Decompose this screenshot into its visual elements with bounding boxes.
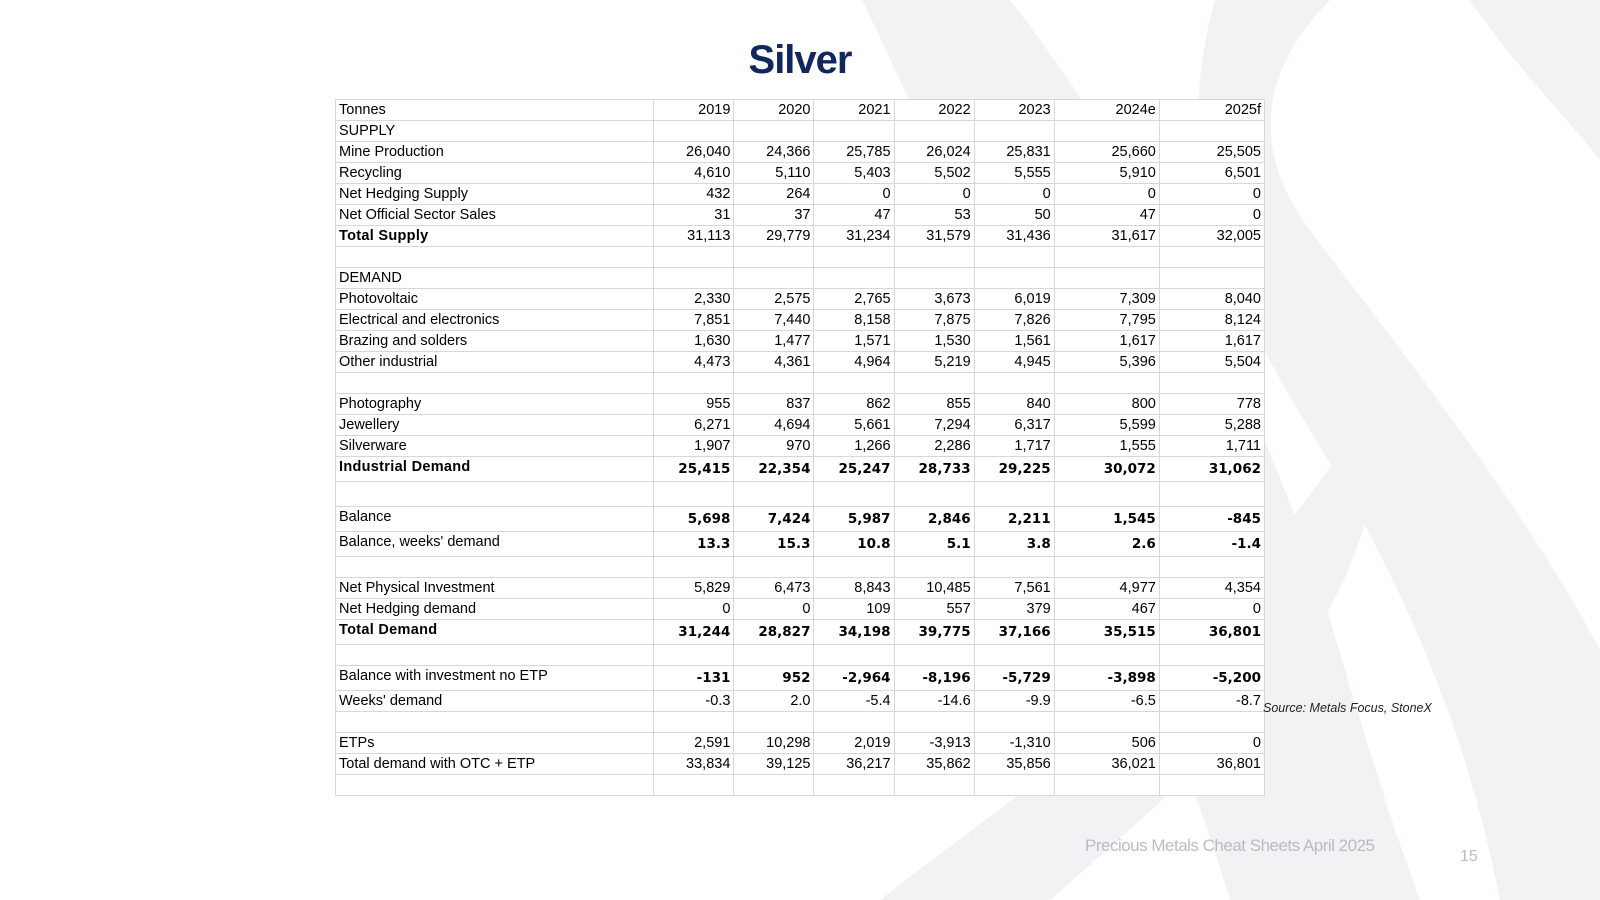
row-label	[336, 712, 654, 733]
value-cell	[734, 268, 814, 289]
value-cell: 1,711	[1159, 436, 1264, 457]
table-row	[336, 620, 1265, 645]
footer-text: Precious Metals Cheat Sheets April 2025	[1085, 836, 1375, 855]
row-label	[336, 247, 654, 268]
value-cell: 432	[654, 184, 734, 205]
value-cell: -5,729	[974, 666, 1054, 691]
value-cell: 29,225	[974, 457, 1054, 482]
value-cell: 31,234	[814, 226, 894, 247]
value-cell	[894, 645, 974, 666]
value-cell	[1159, 557, 1264, 578]
value-cell: 37,166	[974, 620, 1054, 645]
value-cell: 0	[1159, 205, 1264, 226]
row-label: Mine Production	[336, 142, 654, 163]
table-row	[336, 754, 1265, 775]
value-cell: 379	[974, 599, 1054, 620]
value-cell	[814, 557, 894, 578]
value-cell: 8,124	[1159, 310, 1264, 331]
table-row	[336, 691, 1265, 712]
table-row	[336, 352, 1265, 373]
value-cell: 25,660	[1054, 142, 1159, 163]
value-cell: 7,826	[974, 310, 1054, 331]
value-cell: 7,795	[1054, 310, 1159, 331]
value-cell	[734, 712, 814, 733]
value-cell: 28,827	[734, 620, 814, 645]
value-cell: 955	[654, 394, 734, 415]
value-cell: 53	[894, 205, 974, 226]
table-row	[336, 733, 1265, 754]
row-label: Photovoltaic	[336, 289, 654, 310]
table-row	[336, 436, 1265, 457]
value-cell: 952	[734, 666, 814, 691]
value-cell	[654, 775, 734, 796]
value-cell: 837	[734, 394, 814, 415]
table-row	[336, 289, 1265, 310]
row-label: Total demand with OTC + ETP	[336, 754, 654, 775]
year-header: 2025f	[1159, 100, 1264, 121]
value-cell	[734, 557, 814, 578]
value-cell	[1159, 645, 1264, 666]
value-cell: 5.1	[894, 532, 974, 557]
value-cell	[894, 712, 974, 733]
value-cell: 31,062	[1159, 457, 1264, 482]
value-cell: 4,354	[1159, 578, 1264, 599]
value-cell: 5,829	[654, 578, 734, 599]
value-cell: 3,673	[894, 289, 974, 310]
value-cell: 2,330	[654, 289, 734, 310]
value-cell: 5,110	[734, 163, 814, 184]
value-cell: 10,298	[734, 733, 814, 754]
value-cell: 0	[654, 599, 734, 620]
value-cell	[814, 268, 894, 289]
value-cell: 7,851	[654, 310, 734, 331]
page-title: Silver	[748, 38, 852, 82]
value-cell: 5,219	[894, 352, 974, 373]
value-cell: 24,366	[734, 142, 814, 163]
value-cell: -131	[654, 666, 734, 691]
value-cell: 0	[814, 184, 894, 205]
value-cell: 800	[1054, 394, 1159, 415]
year-header: 2022	[894, 100, 974, 121]
value-cell: 970	[734, 436, 814, 457]
row-label: Total Supply	[336, 226, 654, 247]
value-cell	[654, 373, 734, 394]
value-cell	[974, 645, 1054, 666]
value-cell: -3,913	[894, 733, 974, 754]
value-cell	[1159, 373, 1264, 394]
value-cell	[974, 268, 1054, 289]
value-cell	[1054, 121, 1159, 142]
value-cell: 32,005	[1159, 226, 1264, 247]
table-row	[336, 394, 1265, 415]
table-row	[336, 578, 1265, 599]
value-cell: 31,113	[654, 226, 734, 247]
value-cell	[734, 373, 814, 394]
value-cell	[974, 775, 1054, 796]
value-cell: 2.6	[1054, 532, 1159, 557]
value-cell: 840	[974, 394, 1054, 415]
year-header: 2020	[734, 100, 814, 121]
value-cell: 0	[1159, 733, 1264, 754]
value-cell: 5,502	[894, 163, 974, 184]
value-cell	[734, 645, 814, 666]
value-cell: 34,198	[814, 620, 894, 645]
table-row	[336, 482, 1265, 507]
value-cell	[974, 121, 1054, 142]
row-label	[336, 645, 654, 666]
row-label	[336, 482, 654, 507]
value-cell: 4,977	[1054, 578, 1159, 599]
row-label: Recycling	[336, 163, 654, 184]
value-cell	[734, 121, 814, 142]
value-cell	[1159, 247, 1264, 268]
value-cell	[894, 373, 974, 394]
value-cell: 1,266	[814, 436, 894, 457]
value-cell	[654, 645, 734, 666]
table-row	[336, 712, 1265, 733]
value-cell: 4,473	[654, 352, 734, 373]
year-header: 2019	[654, 100, 734, 121]
value-cell	[1054, 268, 1159, 289]
value-cell: 31,244	[654, 620, 734, 645]
value-cell: 35,856	[974, 754, 1054, 775]
value-cell: -1.4	[1159, 532, 1264, 557]
value-cell: 5,910	[1054, 163, 1159, 184]
value-cell: 28,733	[894, 457, 974, 482]
value-cell: 31	[654, 205, 734, 226]
value-cell: 109	[814, 599, 894, 620]
value-cell: 467	[1054, 599, 1159, 620]
value-cell	[974, 557, 1054, 578]
value-cell: 2,591	[654, 733, 734, 754]
value-cell	[894, 775, 974, 796]
table-row	[336, 163, 1265, 184]
table-row	[336, 331, 1265, 352]
value-cell: 1,571	[814, 331, 894, 352]
value-cell	[814, 482, 894, 507]
row-label: Electrical and electronics	[336, 310, 654, 331]
table-row	[336, 247, 1265, 268]
source-note: Source: Metals Focus, StoneX	[1263, 701, 1432, 715]
value-cell: 22,354	[734, 457, 814, 482]
year-header: 2023	[974, 100, 1054, 121]
value-cell	[1054, 557, 1159, 578]
value-cell: 36,801	[1159, 754, 1264, 775]
value-cell: 25,831	[974, 142, 1054, 163]
value-cell	[974, 712, 1054, 733]
row-label: Net Physical Investment	[336, 578, 654, 599]
value-cell	[654, 712, 734, 733]
table-row	[336, 121, 1265, 142]
value-cell: 30,072	[1054, 457, 1159, 482]
table-row	[336, 507, 1265, 532]
page-number: 15	[1460, 848, 1478, 865]
value-cell: 1,630	[654, 331, 734, 352]
row-label: Weeks' demand	[336, 691, 654, 712]
value-cell: 26,024	[894, 142, 974, 163]
value-cell	[654, 482, 734, 507]
value-cell: -5,200	[1159, 666, 1264, 691]
table-row	[336, 184, 1265, 205]
value-cell: 7,440	[734, 310, 814, 331]
value-cell: -14.6	[894, 691, 974, 712]
table-row	[336, 775, 1265, 796]
value-cell: 36,801	[1159, 620, 1264, 645]
value-cell: 33,834	[654, 754, 734, 775]
row-label: Other industrial	[336, 352, 654, 373]
value-cell: 5,661	[814, 415, 894, 436]
value-cell: 1,617	[1054, 331, 1159, 352]
value-cell	[1054, 645, 1159, 666]
header-label: Tonnes	[336, 100, 654, 121]
value-cell: 0	[974, 184, 1054, 205]
value-cell: 0	[894, 184, 974, 205]
value-cell	[894, 268, 974, 289]
value-cell	[814, 775, 894, 796]
value-cell: 7,561	[974, 578, 1054, 599]
value-cell: 7,294	[894, 415, 974, 436]
value-cell: 0	[1054, 184, 1159, 205]
value-cell: 37	[734, 205, 814, 226]
value-cell: 8,843	[814, 578, 894, 599]
value-cell: 6,501	[1159, 163, 1264, 184]
value-cell: 1,561	[974, 331, 1054, 352]
value-cell: 778	[1159, 394, 1264, 415]
value-cell	[974, 482, 1054, 507]
table-row	[336, 645, 1265, 666]
value-cell: 5,504	[1159, 352, 1264, 373]
value-cell: 2,765	[814, 289, 894, 310]
value-cell: 25,505	[1159, 142, 1264, 163]
value-cell: 6,317	[974, 415, 1054, 436]
value-cell: 1,545	[1054, 507, 1159, 532]
value-cell	[1159, 482, 1264, 507]
value-cell	[734, 247, 814, 268]
value-cell: 1,555	[1054, 436, 1159, 457]
row-label: Net Official Sector Sales	[336, 205, 654, 226]
value-cell: 2,846	[894, 507, 974, 532]
value-cell: 3.8	[974, 532, 1054, 557]
table-row	[336, 557, 1265, 578]
value-cell: 5,396	[1054, 352, 1159, 373]
value-cell: 1,617	[1159, 331, 1264, 352]
table-row	[336, 599, 1265, 620]
value-cell: 0	[1159, 599, 1264, 620]
value-cell	[814, 121, 894, 142]
value-cell: 6,019	[974, 289, 1054, 310]
value-cell: 25,247	[814, 457, 894, 482]
value-cell	[654, 557, 734, 578]
row-label: Silverware	[336, 436, 654, 457]
table-row	[336, 666, 1265, 691]
value-cell	[894, 247, 974, 268]
value-cell: -8,196	[894, 666, 974, 691]
year-header: 2024e	[1054, 100, 1159, 121]
silver-supply-demand-table	[335, 99, 1265, 796]
value-cell: -8.7	[1159, 691, 1264, 712]
value-cell: 10,485	[894, 578, 974, 599]
value-cell: -845	[1159, 507, 1264, 532]
row-label: SUPPLY	[336, 121, 654, 142]
table-row	[336, 205, 1265, 226]
value-cell: -9.9	[974, 691, 1054, 712]
value-cell: 39,125	[734, 754, 814, 775]
value-cell: 10.8	[814, 532, 894, 557]
value-cell	[734, 775, 814, 796]
value-cell	[974, 247, 1054, 268]
value-cell: 36,217	[814, 754, 894, 775]
row-label: Net Hedging Supply	[336, 184, 654, 205]
value-cell	[814, 712, 894, 733]
value-cell: 8,158	[814, 310, 894, 331]
value-cell: 2,211	[974, 507, 1054, 532]
value-cell: 5,403	[814, 163, 894, 184]
row-label: Balance	[336, 507, 654, 532]
row-label: DEMAND	[336, 268, 654, 289]
row-label: Net Hedging demand	[336, 599, 654, 620]
table-row	[336, 142, 1265, 163]
value-cell: 25,415	[654, 457, 734, 482]
value-cell	[1159, 268, 1264, 289]
value-cell: 4,361	[734, 352, 814, 373]
value-cell: 31,617	[1054, 226, 1159, 247]
value-cell: 35,515	[1054, 620, 1159, 645]
table-row	[336, 268, 1265, 289]
value-cell: 47	[1054, 205, 1159, 226]
value-cell	[1054, 482, 1159, 507]
value-cell	[894, 121, 974, 142]
row-label: Total Demand	[336, 620, 654, 645]
table-row	[336, 310, 1265, 331]
value-cell: 2.0	[734, 691, 814, 712]
value-cell: 1,477	[734, 331, 814, 352]
value-cell	[814, 247, 894, 268]
value-cell: 31,436	[974, 226, 1054, 247]
value-cell: 4,945	[974, 352, 1054, 373]
table-row	[336, 457, 1265, 482]
row-label	[336, 373, 654, 394]
value-cell: 2,019	[814, 733, 894, 754]
year-header: 2021	[814, 100, 894, 121]
value-cell: 4,694	[734, 415, 814, 436]
value-cell: 4,610	[654, 163, 734, 184]
value-cell: -2,964	[814, 666, 894, 691]
value-cell: 1,530	[894, 331, 974, 352]
header-row	[336, 100, 1265, 121]
value-cell: 35,862	[894, 754, 974, 775]
value-cell: 36,021	[1054, 754, 1159, 775]
value-cell: -5.4	[814, 691, 894, 712]
value-cell	[1054, 712, 1159, 733]
row-label: Photography	[336, 394, 654, 415]
value-cell: 5,288	[1159, 415, 1264, 436]
value-cell: 557	[894, 599, 974, 620]
value-cell: -3,898	[1054, 666, 1159, 691]
row-label	[336, 775, 654, 796]
row-label: Balance with investment no ETP	[336, 666, 654, 691]
row-label	[336, 557, 654, 578]
value-cell: 0	[1159, 184, 1264, 205]
row-label: Jewellery	[336, 415, 654, 436]
value-cell: 29,779	[734, 226, 814, 247]
value-cell: 47	[814, 205, 894, 226]
table-row	[336, 373, 1265, 394]
value-cell: 1,907	[654, 436, 734, 457]
value-cell: 0	[734, 599, 814, 620]
value-cell	[894, 482, 974, 507]
value-cell: 7,875	[894, 310, 974, 331]
value-cell: 1,717	[974, 436, 1054, 457]
row-label: Industrial Demand	[336, 457, 654, 482]
value-cell: 5,698	[654, 507, 734, 532]
value-cell: 5,555	[974, 163, 1054, 184]
value-cell: 15.3	[734, 532, 814, 557]
value-cell	[1159, 121, 1264, 142]
value-cell: 25,785	[814, 142, 894, 163]
value-cell: 7,424	[734, 507, 814, 532]
value-cell	[894, 557, 974, 578]
table-row	[336, 226, 1265, 247]
table-row	[336, 415, 1265, 436]
value-cell	[1054, 373, 1159, 394]
value-cell: 4,964	[814, 352, 894, 373]
value-cell	[974, 373, 1054, 394]
value-cell: 26,040	[654, 142, 734, 163]
value-cell	[1159, 775, 1264, 796]
value-cell	[814, 645, 894, 666]
value-cell: 5,599	[1054, 415, 1159, 436]
value-cell	[734, 482, 814, 507]
value-cell: -0.3	[654, 691, 734, 712]
table-row	[336, 532, 1265, 557]
row-label: Brazing and solders	[336, 331, 654, 352]
row-label: Balance, weeks' demand	[336, 532, 654, 557]
value-cell: 8,040	[1159, 289, 1264, 310]
value-cell: 5,987	[814, 507, 894, 532]
row-label: ETPs	[336, 733, 654, 754]
value-cell: 862	[814, 394, 894, 415]
value-cell	[1054, 247, 1159, 268]
value-cell	[1159, 712, 1264, 733]
value-cell: 50	[974, 205, 1054, 226]
value-cell: 506	[1054, 733, 1159, 754]
value-cell: 2,575	[734, 289, 814, 310]
value-cell: 2,286	[894, 436, 974, 457]
value-cell: 39,775	[894, 620, 974, 645]
value-cell	[654, 121, 734, 142]
value-cell: -1,310	[974, 733, 1054, 754]
value-cell: 6,271	[654, 415, 734, 436]
value-cell: 6,473	[734, 578, 814, 599]
value-cell	[814, 373, 894, 394]
value-cell	[1054, 775, 1159, 796]
value-cell: -6.5	[1054, 691, 1159, 712]
value-cell: 31,579	[894, 226, 974, 247]
value-cell	[654, 247, 734, 268]
value-cell: 264	[734, 184, 814, 205]
value-cell	[654, 268, 734, 289]
value-cell: 13.3	[654, 532, 734, 557]
value-cell: 855	[894, 394, 974, 415]
value-cell: 7,309	[1054, 289, 1159, 310]
